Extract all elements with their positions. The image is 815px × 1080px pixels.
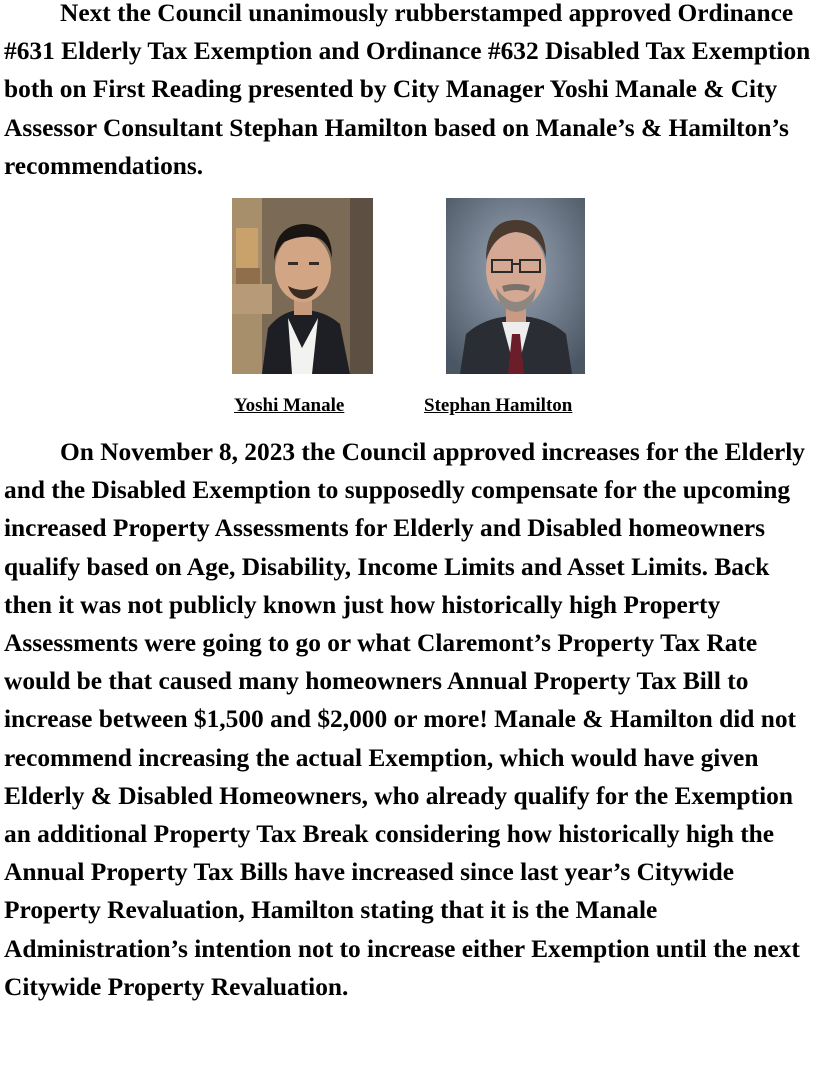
stephan-hamilton-caption: Stephan Hamilton: [424, 395, 573, 416]
yoshi-manale-caption: Yoshi Manale: [234, 395, 345, 416]
yoshi-manale-portrait-graphic: [232, 198, 373, 374]
article-paragraph-1: Next the Council unanimously rubberstamped approved Ordinance #631 Elderly Tax Exemption and Ordinance #632 Disabled Tax Exemption both on First Reading presented by City Manager Yoshi Manale & City Assessor Consultant Stephan Hamilton based on Manale’s & Hamilton’s recommendations.: [4, 0, 811, 180]
stephan-hamilton-portrait-graphic: [446, 198, 585, 374]
stephan-hamilton-photo: [446, 198, 585, 374]
yoshi-manale-photo: [232, 198, 373, 374]
article-paragraph-2: On November 8, 2023 the Council approved increases for the Elderly and the Disabled Exemption to supposedly compensate for the upcoming increased Property Assessments for Elderly and Disabled homeowners qualify based on Age, Disability, Income Limits and Asset Limits. Back then it was not publicly known just how historically high Property Assessments were going to go or what Claremont’s Property Tax Rate would be that caused many homeowners Annual Property Tax Bill to increase between $1,500 and $2,000 or more! Manale & Hamilton did not recommend increasing the actual Exemption, which would have given Elderly & Disabled Homeowners, who already qualify for the Exemption an additional Property Tax Break considering how historically high the Annual Property Tax Bills have increased since last year’s Citywide Property Revaluation, Hamilton stating that it is the Manale Administration’s intention not to increase either Exemption until the next Citywide Property Revaluation.: [4, 438, 806, 1001]
